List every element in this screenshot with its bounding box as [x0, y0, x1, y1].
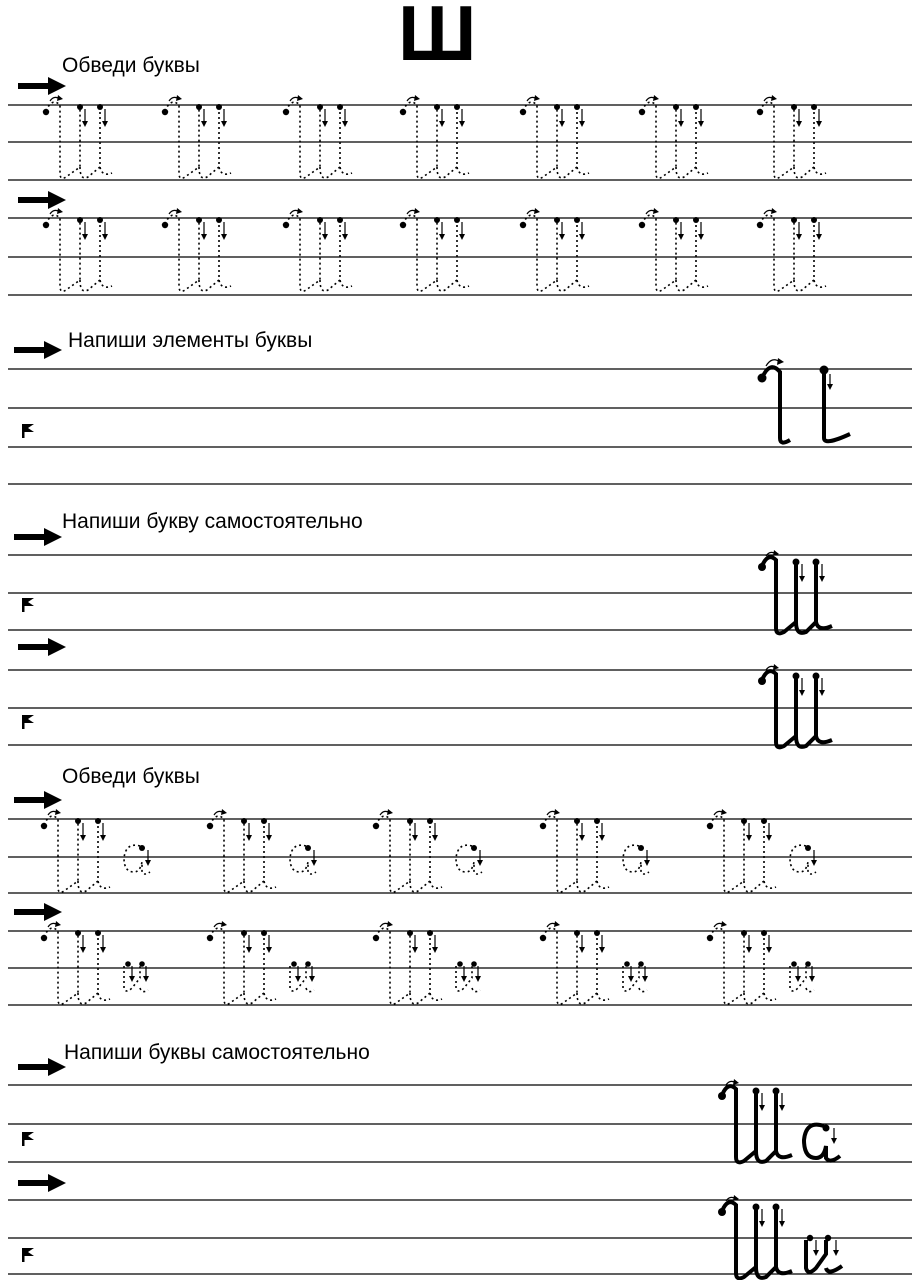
arrow-right-icon	[14, 791, 62, 809]
dotted-letter-sha	[520, 95, 589, 178]
arrow-right-icon	[14, 341, 62, 359]
dotted-letter-i	[623, 961, 648, 991]
dotted-letter-i	[456, 961, 481, 991]
arrow-right-icon	[18, 77, 66, 95]
arrow-right-icon	[14, 528, 62, 546]
arrow-right-icon	[18, 191, 66, 209]
flag-icon	[22, 424, 34, 438]
dotted-letter-a	[623, 845, 650, 874]
sample-letter-sha	[718, 1079, 792, 1162]
flag-icon	[22, 1248, 34, 1262]
dotted-letter-sha	[207, 921, 276, 1004]
flag-icon	[22, 1132, 34, 1146]
dotted-letter-sha	[43, 208, 112, 291]
instruction-write-elements: Напиши элементы буквы	[68, 329, 313, 352]
dotted-letter-sha	[283, 208, 352, 291]
dotted-letter-sha	[283, 95, 352, 178]
sample-letter-a	[804, 1125, 840, 1161]
dotted-letter-a	[790, 845, 817, 874]
instruction-write-letters: Напиши буквы самостоятельно	[64, 1041, 370, 1064]
dotted-letter-a	[124, 845, 151, 874]
dotted-letter-sha	[207, 809, 276, 892]
flag-icon	[22, 598, 34, 612]
dotted-letter-sha	[540, 809, 609, 892]
dotted-letter-sha	[757, 208, 826, 291]
sample-letter-sha	[718, 1195, 792, 1278]
dotted-letter-sha	[757, 95, 826, 178]
dotted-letter-sha	[639, 95, 708, 178]
sample-letter-sha	[758, 550, 832, 633]
dotted-letter-sha	[400, 208, 469, 291]
dotted-letter-sha	[540, 921, 609, 1004]
instruction-trace-letters-2: Обведи буквы	[62, 765, 200, 788]
dotted-letter-sha	[400, 95, 469, 178]
dotted-letter-sha	[707, 921, 776, 1004]
dotted-letter-a	[456, 845, 483, 874]
instruction-write-letter: Напиши букву самостоятельно	[62, 510, 363, 533]
dotted-letter-sha	[43, 95, 112, 178]
arrow-right-icon	[18, 638, 66, 656]
sample-letter-sha	[758, 664, 832, 747]
dotted-letter-sha	[520, 208, 589, 291]
arrow-right-icon	[18, 1058, 66, 1076]
dotted-letter-sha	[162, 208, 231, 291]
letter-elements-sample	[758, 358, 851, 443]
flag-icon	[22, 715, 34, 729]
page-title-letter: Ш	[398, 0, 477, 77]
dotted-letter-sha	[373, 809, 442, 892]
arrow-right-icon	[14, 903, 62, 921]
dotted-letter-sha	[41, 921, 110, 1004]
arrow-right-icon	[18, 1174, 66, 1192]
dotted-letter-i	[290, 961, 315, 991]
instruction-trace-letters-1: Обведи буквы	[62, 54, 200, 77]
dotted-letter-sha	[41, 809, 110, 892]
sample-letter-i	[806, 1235, 842, 1272]
dotted-letter-sha	[162, 95, 231, 178]
dotted-letter-a	[290, 845, 317, 874]
dotted-letter-sha	[373, 921, 442, 1004]
dotted-letter-sha	[639, 208, 708, 291]
dotted-letter-i	[790, 961, 815, 991]
dotted-letter-sha	[707, 809, 776, 892]
dotted-letter-i	[124, 961, 149, 991]
